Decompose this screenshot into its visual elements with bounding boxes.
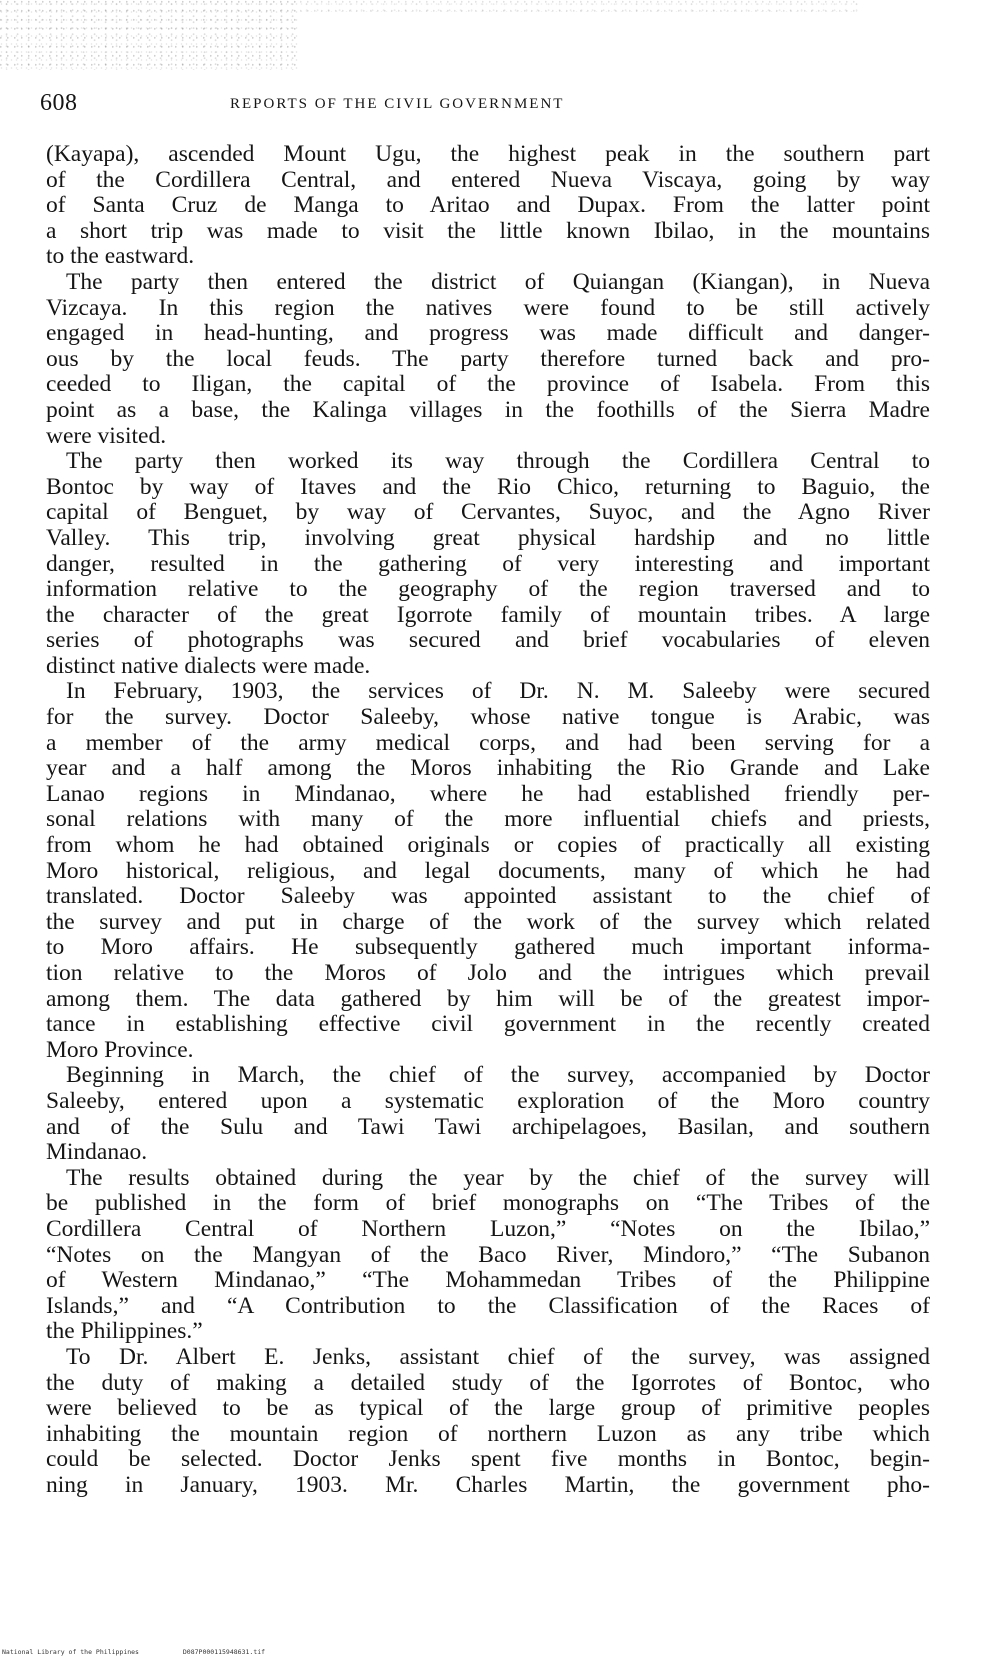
text-line: point as a base, the Kalinga villages in the foothills of the Sierra Madre bbox=[46, 396, 930, 423]
text-line: danger, resulted in the gathering of very interesting and important bbox=[46, 550, 930, 577]
footer-library: National Library of the Philippines bbox=[2, 1648, 139, 1656]
text-line: information relative to the geography of the region traversed and to bbox=[46, 576, 930, 603]
page-header bbox=[40, 90, 930, 120]
text-line: the Philippines.” bbox=[46, 1318, 203, 1345]
text-line: Moro historical, religious, and legal documents, many of which he had bbox=[46, 857, 930, 884]
text-line: were visited. bbox=[46, 422, 167, 449]
text-line: of Santa Cruz de Manga to Aritao and Dupax. From the latter point bbox=[46, 192, 930, 219]
text-line: In February, 1903, the services of Dr. N. M. Saleeby were secured bbox=[66, 678, 930, 705]
text-line: and of the Sulu and Tawi Tawi archipelagoes, Basilan, and southern bbox=[46, 1113, 930, 1140]
scan-footer bbox=[2, 1648, 305, 1656]
text-line: The party then worked its way through the Cordillera Central to bbox=[66, 448, 930, 475]
footer-file-id: D087P000115948631.tif bbox=[182, 1648, 266, 1656]
text-line: The party then entered the district of Quiangan (Kiangan), in Nueva bbox=[66, 268, 930, 295]
text-line: the character of the great Igorrote family of mountain tribes. A large bbox=[46, 601, 930, 628]
text-line: of Western Mindanao,” “The Mohammedan Tribes of the Philippine bbox=[46, 1267, 930, 1294]
text-line: be published in the form of brief monographs on “The Tribes of the bbox=[46, 1190, 930, 1217]
scan-artifact bbox=[300, 0, 860, 12]
text-line: for the survey. Doctor Saleeby, whose native tongue is Arabic, was bbox=[46, 704, 930, 731]
text-line: ning in January, 1903. Mr. Charles Martin, the government pho- bbox=[46, 1471, 930, 1498]
text-line: a member of the army medical corps, and had been serving for a bbox=[46, 729, 930, 756]
text-line: Moro Province. bbox=[46, 1036, 194, 1063]
text-line: tion relative to the Moros of Jolo and the intrigues which prevail bbox=[46, 960, 930, 986]
text-line: to Moro affairs. He subsequently gathered much important informa- bbox=[46, 934, 930, 961]
text-line: a short trip was made to visit the little known Ibilao, in the mountains bbox=[46, 217, 930, 244]
text-line: “Notes on the Mangyan of the Baco River, Mindoro,” “The Subanon bbox=[46, 1241, 930, 1268]
text-line: the survey and put in charge of the work of the survey which related bbox=[46, 908, 930, 935]
text-line: ous by the local feuds. The party therefore turned back and pro- bbox=[46, 345, 930, 372]
text-line: were believed to be as typical of the large group of primitive peoples bbox=[46, 1395, 930, 1422]
text-line: Bontoc by way of Itaves and the Rio Chico, returning to Baguio, the bbox=[46, 473, 930, 500]
text-line: distinct native dialects were made. bbox=[46, 652, 371, 679]
text-line: year and a half among the Moros inhabiting the Rio Grande and Lake bbox=[46, 755, 930, 782]
text-line: the duty of making a detailed study of the Igorrotes of Bontoc, who bbox=[46, 1369, 930, 1396]
text-line: To Dr. Albert E. Jenks, assistant chief of the survey, was assigned bbox=[66, 1343, 930, 1370]
text-line: could be selected. Doctor Jenks spent five months in Bontoc, begin- bbox=[46, 1446, 930, 1473]
body-text bbox=[46, 142, 930, 1498]
text-line: The results obtained during the year by the chief of the survey will bbox=[66, 1164, 930, 1191]
text-line: Saleeby, entered upon a systematic exploration of the Moro country bbox=[46, 1087, 930, 1114]
text-line: Mindanao. bbox=[46, 1139, 148, 1166]
text-line: among them. The data gathered by him will be of the greatest impor- bbox=[46, 985, 930, 1012]
text-line: Lanao regions in Mindanao, where he had established friendly per- bbox=[46, 780, 930, 807]
text-line: Valley. This trip, involving great physical hardship and no little bbox=[46, 524, 930, 551]
text-line: Islands,” and “A Contribution to the Classification of the Races of bbox=[46, 1292, 930, 1319]
text-line: sonal relations with many of the more influential chiefs and priests, bbox=[46, 806, 930, 833]
text-line: series of photographs was secured and brief vocabularies of eleven bbox=[46, 627, 930, 654]
text-line: to the eastward. bbox=[46, 243, 195, 270]
text-line: Vizcaya. In this region the natives were found to be still actively bbox=[46, 294, 930, 321]
text-line: ceeded to Iligan, the capital of the province of Isabela. From this bbox=[46, 371, 930, 398]
text-line: from whom he had obtained originals or copies of practically all existing bbox=[46, 832, 930, 859]
running-head: REPORTS OF THE CIVIL GOVERNMENT bbox=[230, 96, 565, 112]
text-line: inhabiting the mountain region of northern Luzon as any tribe which bbox=[46, 1420, 930, 1447]
text-line: tance in establishing effective civil government in the recently created bbox=[46, 1011, 930, 1038]
text-line: engaged in head-hunting, and progress was made difficult and danger- bbox=[46, 320, 930, 347]
text-line: of the Cordillera Central, and entered Nueva Viscaya, going by way bbox=[46, 166, 930, 193]
text-line: (Kayapa), ascended Mount Ugu, the highest peak in the southern part bbox=[46, 141, 930, 167]
text-line: translated. Doctor Saleeby was appointed assistant to the chief of bbox=[46, 883, 930, 910]
text-line: capital of Benguet, by way of Cervantes, Suyoc, and the Agno River bbox=[46, 499, 930, 526]
scan-artifact bbox=[0, 0, 300, 70]
page-number: 608 bbox=[40, 90, 78, 116]
text-line: Cordillera Central of Northern Luzon,” “Notes on the Ibilao,” bbox=[46, 1215, 930, 1242]
text-line: Beginning in March, the chief of the survey, accompanied by Doctor bbox=[66, 1062, 930, 1089]
